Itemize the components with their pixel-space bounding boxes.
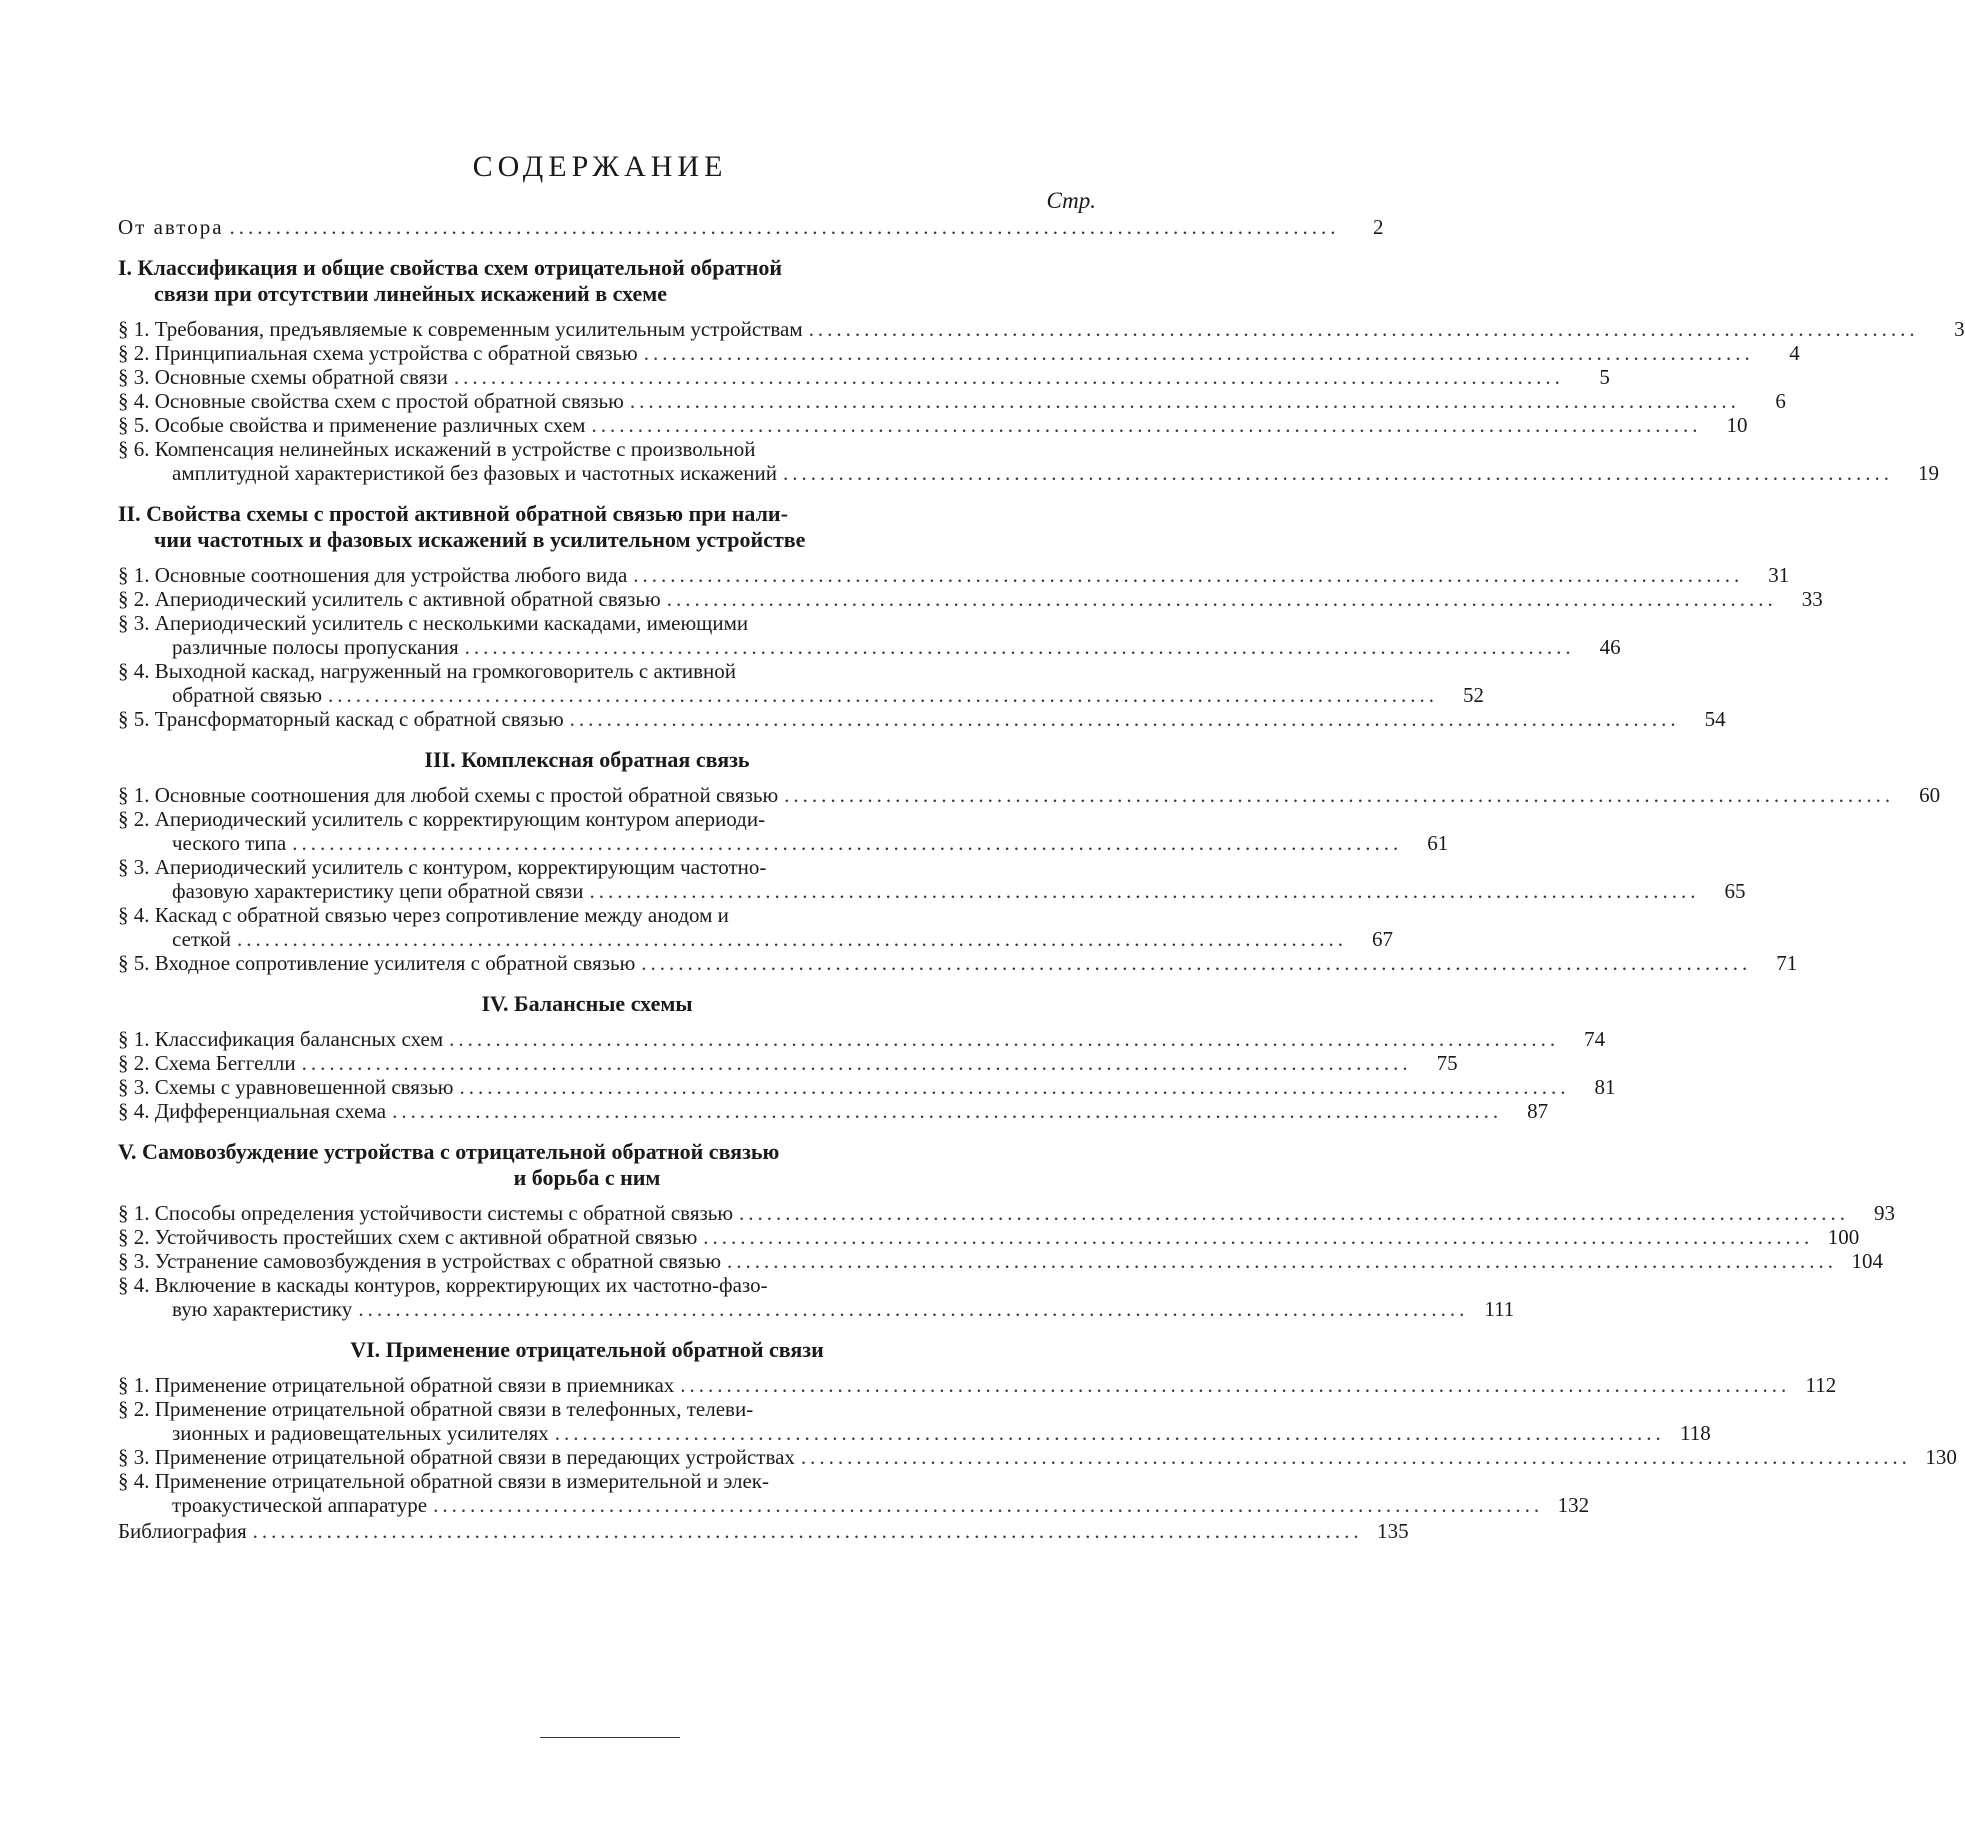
toc-entry: [118, 707, 1726, 731]
toc-entry: [118, 951, 1798, 975]
toc-entry-label: § 4. Выходной каскад, нагруженный на громкоговоритель с активной: [118, 659, 737, 683]
leader-dots: ........................................................................................................................: [782, 461, 1893, 485]
chapter-title: VI. Применение отрицательной обратной связи: [350, 1337, 824, 1362]
toc-entry-continuation: [118, 683, 1485, 707]
toc-entry-label: Библиография: [118, 1519, 247, 1543]
leader-dots: ........................................................................................................................: [392, 1099, 1503, 1123]
bottom-divider: [540, 1737, 680, 1738]
toc-entry: [118, 1051, 1458, 1075]
leader-dots: ........................................................................................................................: [464, 635, 1575, 659]
toc-entry-page: 118: [1680, 1421, 1711, 1445]
toc-entry: [118, 903, 1096, 927]
toc-entry: [118, 1225, 1860, 1249]
toc-entry: [118, 413, 1748, 437]
toc-entry-label: § 1. Основные соотношения для любой схемы с простой обратной связью: [118, 783, 779, 807]
toc-entry-label: § 5. Входное сопротивление усилителя с обратной связью: [118, 951, 636, 975]
toc-entry-label: § 6. Компенсация нелинейных искажений в устройстве с произвольной: [118, 437, 756, 461]
toc-entry-continuation: [118, 927, 1393, 951]
chapter-title-continuation: чии частотных и фазовых искажений в усилительном устройстве: [154, 527, 806, 552]
toc-entry-label: § 1. Способы определения устойчивости системы с обратной связью: [118, 1201, 734, 1225]
toc-entry-label: § 3. Устранение самовозбуждения в устройствах с обратной связью: [118, 1249, 722, 1273]
toc-entry-page: 33: [1801, 587, 1823, 611]
leader-dots: ........................................................................................................................: [449, 1027, 1560, 1051]
toc-entry-page: 104: [1851, 1249, 1884, 1273]
leader-dots: ........................................................................................................................: [433, 1493, 1544, 1517]
toc-entry-label-continuation: обратной связью: [172, 683, 323, 707]
table-of-contents: [118, 215, 1965, 1543]
chapter-heading: [118, 1139, 1096, 1191]
leader-dots: ........................................................................................................................: [554, 1421, 1665, 1445]
leader-dots: ........................................................................................................................: [236, 927, 1347, 951]
toc-entry-page: 112: [1805, 1373, 1837, 1397]
toc-entry: [118, 1469, 1096, 1493]
leader-dots: ........................................................................................................................: [784, 783, 1895, 807]
leader-dots: ........................................................................................................................: [727, 1249, 1838, 1273]
leader-dots: ........................................................................................................................: [633, 563, 1744, 587]
toc-entry-label: § 3. Апериодический усилитель с контуром, корректирующим частотно-: [118, 855, 767, 879]
leader-dots: ........................................................................................................................: [666, 587, 1777, 611]
chapter-title-continuation: связи при отсутствии линейных искажений в схеме: [154, 281, 668, 306]
toc-entry-page: 60: [1919, 783, 1941, 807]
toc-entry-label: § 1. Классификация балансных схем: [118, 1027, 444, 1051]
toc-entry: [118, 1397, 1096, 1421]
toc-entry-label: § 3. Апериодический усилитель с несколькими каскадами, имеющими: [118, 611, 749, 635]
toc-entry-label: § 4. Применение отрицательной обратной связи в измерительной и элек-: [118, 1469, 769, 1493]
toc-entry-continuation: [118, 831, 1449, 855]
leader-dots: ........................................................................................................................: [800, 1445, 1911, 1469]
toc-entry: [118, 1273, 1096, 1297]
toc-entry: [118, 317, 1965, 341]
chapter-title: I. Классификация и общие свойства схем отрицательной обратной: [118, 255, 783, 280]
toc-entry-page: 3: [1954, 317, 1965, 341]
leader-dots: ........................................................................................................................: [589, 879, 1700, 903]
toc-entry-page: 31: [1768, 563, 1790, 587]
toc-entry-label: § 4. Дифференциальная схема: [118, 1099, 387, 1123]
toc-entry: [118, 1201, 1896, 1225]
toc-entry-label: § 2. Принципиальная схема устройства с обратной связью: [118, 341, 638, 365]
toc-entry-label-continuation: ческого типа: [172, 831, 287, 855]
toc-entry-label: § 5. Трансформаторный каскад с обратной связью: [118, 707, 564, 731]
chapter-title: III. Комплексная обратная связь: [424, 747, 750, 772]
leader-dots: ........................................................................................................................: [459, 1075, 1570, 1099]
toc-entry-label-continuation: вую характеристику: [172, 1297, 353, 1321]
toc-entry: [118, 659, 1096, 683]
toc-entry-page: 87: [1527, 1099, 1549, 1123]
chapter-title: V. Самовозбуждение устройства с отрицательной обратной связью: [118, 1139, 780, 1164]
toc-entry: [118, 1445, 1957, 1469]
toc-entry-page: 93: [1874, 1201, 1896, 1225]
toc-entry-label: § 5. Особые свойства и применение различных схем: [118, 413, 586, 437]
toc-entry-page: 75: [1436, 1051, 1458, 1075]
toc-entry: [118, 1099, 1549, 1123]
toc-entry-page: 6: [1775, 389, 1786, 413]
toc-entry-label: § 1. Основные соотношения для устройства любого вида: [118, 563, 628, 587]
leader-dots: ........................................................................................................................: [739, 1201, 1850, 1225]
toc-entry-continuation: [118, 1421, 1711, 1445]
toc-entry-page: 67: [1371, 927, 1393, 951]
toc-entry-continuation: [118, 1297, 1515, 1321]
toc-entry: [118, 1027, 1606, 1051]
toc-entry-page: 81: [1594, 1075, 1616, 1099]
toc-entry-page: 54: [1704, 707, 1726, 731]
toc-entry-page: 74: [1584, 1027, 1606, 1051]
leader-dots: ........................................................................................................................: [358, 1297, 1469, 1321]
toc-entry-page: 5: [1599, 365, 1610, 389]
chapter-title: IV. Балансные схемы: [481, 991, 693, 1016]
toc-entry-page: 130: [1925, 1445, 1957, 1469]
toc-entry-label: § 1. Требования, предъявляемые к современным усилительным устройствам: [118, 317, 803, 341]
toc-entry-label-continuation: сеткой: [172, 927, 231, 951]
leader-dots: ........................................................................................................................: [328, 683, 1439, 707]
toc-entry-page: 132: [1557, 1493, 1590, 1517]
toc-entry: [118, 437, 1096, 461]
toc-entry-continuation: [118, 635, 1621, 659]
toc-entry-label: § 4. Каскад с обратной связью через сопротивление между анодом и: [118, 903, 729, 927]
toc-entry-label: § 2. Схема Беггелли: [118, 1051, 296, 1075]
leader-dots: ........................................................................................................................: [252, 1519, 1363, 1543]
toc-entry-page: 19: [1917, 461, 1939, 485]
leader-dots: ........................................................................................................................: [591, 413, 1702, 437]
leader-dots: ........................................................................................................................: [569, 707, 1680, 731]
toc-entry: [118, 783, 1941, 807]
toc-entry-label: § 4. Основные свойства схем с простой обратной связью: [118, 389, 624, 413]
toc-entry-continuation: [118, 1493, 1590, 1517]
toc-entry-bibliography: [118, 1519, 1409, 1543]
leader-dots: ........................................................................................................................: [703, 1225, 1814, 1249]
leader-dots: ........................................................................................................................: [292, 831, 1403, 855]
toc-entry-label: § 2. Применение отрицательной обратной связи в телефонных, телеви-: [118, 1397, 754, 1421]
toc-entry-page: 65: [1724, 879, 1746, 903]
toc-entry: [118, 1373, 1837, 1397]
toc-entry-label: § 2. Устойчивость простейших схем с активной обратной связью: [118, 1225, 698, 1249]
chapter-heading: [118, 747, 1096, 773]
toc-entry-label: § 2. Апериодический усилитель с активной обратной связью: [118, 587, 661, 611]
chapter-title: II. Свойства схемы с простой активной обратной связью при нали-: [118, 501, 788, 526]
toc-entry: [118, 365, 1610, 389]
leader-dots: ........................................................................................................................: [629, 389, 1740, 413]
toc-entry-continuation: [118, 461, 1939, 485]
page-column-label: Стр.: [1046, 188, 1096, 213]
chapter-heading: [118, 255, 1096, 307]
toc-entry-label-continuation: фазовую характеристику цепи обратной связи: [172, 879, 584, 903]
toc-entry: [118, 389, 1786, 413]
toc-entry-page: 46: [1599, 635, 1621, 659]
toc-entry-intro: [118, 215, 1386, 239]
toc-entry-label: § 3. Применение отрицательной обратной связи в передающих устройствах: [118, 1445, 795, 1469]
toc-entry-page: 71: [1776, 951, 1798, 975]
toc-entry-page: 111: [1484, 1297, 1515, 1321]
toc-entry-page: 10: [1726, 413, 1748, 437]
leader-dots: ........................................................................................................................: [301, 1051, 1412, 1075]
chapter-heading: [118, 991, 1096, 1017]
toc-entry-page: 2: [1373, 215, 1386, 239]
toc-entry-page: 52: [1463, 683, 1485, 707]
leader-dots: ........................................................................................................................: [641, 951, 1752, 975]
leader-dots: ........................................................................................................................: [808, 317, 1919, 341]
toc-entry-page: 4: [1789, 341, 1800, 365]
chapter-heading: [118, 501, 1096, 553]
toc-entry-label-continuation: зионных и радиовещательных усилителях: [172, 1421, 549, 1445]
toc-entry: [118, 563, 1790, 587]
chapter-title-continuation: и борьба с ним: [513, 1165, 661, 1190]
toc-entry-continuation: [118, 879, 1746, 903]
page-title: СОДЕРЖАНИЕ: [472, 150, 728, 183]
toc-entry-page: 100: [1827, 1225, 1860, 1249]
toc-entry-label: От автора: [118, 215, 224, 239]
toc-entry-label: § 1. Применение отрицательной обратной связи в приемниках: [118, 1373, 675, 1397]
toc-entry: [118, 611, 1096, 635]
leader-dots: ........................................................................................................................: [643, 341, 1754, 365]
toc-entry-page: 61: [1427, 831, 1449, 855]
leader-dots: ........................................................................................................................: [680, 1373, 1791, 1397]
toc-entry-label: § 3. Основные схемы обратной связи: [118, 365, 448, 389]
leader-dots: ........................................................................................................................: [453, 365, 1564, 389]
leader-dots: ........................................................................................................................: [229, 215, 1340, 239]
toc-entry: [118, 807, 1096, 831]
toc-entry: [118, 1075, 1616, 1099]
toc-entry: [118, 1249, 1884, 1273]
toc-entry: [118, 587, 1823, 611]
toc-entry: [118, 341, 1800, 365]
toc-entry-page: 135: [1377, 1519, 1409, 1543]
chapters-container: [118, 255, 1965, 1517]
toc-entry-label: § 3. Схемы с уравновешенной связью: [118, 1075, 454, 1099]
chapter-heading: [118, 1337, 1096, 1363]
toc-entry-label-continuation: троакустической аппаратуре: [172, 1493, 428, 1517]
toc-entry-label-continuation: различные полосы пропускания: [172, 635, 459, 659]
toc-entry: [118, 855, 1096, 879]
toc-entry-label: § 4. Включение в каскады контуров, корректирующих их частотно-фазо-: [118, 1273, 768, 1297]
toc-entry-label-continuation: амплитудной характеристикой без фазовых и частотных искажений: [172, 461, 777, 485]
toc-entry-label: § 2. Апериодический усилитель с корректирующим контуром апериоди-: [118, 807, 766, 831]
